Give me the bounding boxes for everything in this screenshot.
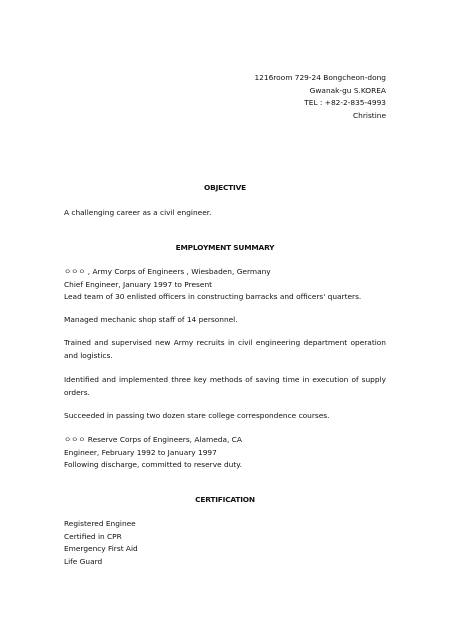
job1-duty: Lead team of 30 enlisted officers in constructing barracks and officers' quarters. (64, 292, 362, 301)
address-street: 1216room 729-24 Bongcheon-dong (254, 73, 386, 82)
certification-item: Life Guard (64, 556, 103, 566)
employment-paragraph-3: Identified and implemented three key methods of saving time in execution of supply orders. (64, 375, 386, 397)
certification-item: Registered Enginee (64, 519, 136, 528)
contact-address-block (254, 72, 386, 122)
employment-paragraph-4: Succeeded in passing two dozen stare college correspondence courses. (64, 411, 330, 420)
job1-block (64, 266, 361, 304)
address-phone: TEL : +82-2-835-4993 (304, 98, 386, 107)
job2-block (64, 434, 242, 472)
job2-title: Engineer, February 1992 to January 1997 (64, 447, 217, 457)
employment-heading: EMPLOYMENT SUMMARY (175, 243, 275, 252)
job2-employer: ㅇㅇㅇ Reserve Corps of Engineers, Alameda, CA (64, 435, 242, 444)
address-name: Christine (353, 110, 386, 120)
certification-item: Emergency First Aid (64, 544, 138, 553)
address-district: Gwanak-gu S.KOREA (309, 85, 386, 95)
job2-duty: Following discharge, committed to reserve duty. (64, 460, 242, 469)
objective-text: A challenging career as a civil engineer. (64, 208, 212, 217)
objective-heading: OBJECTIVE (204, 183, 246, 192)
job1-title: Chief Engineer, January 1997 to Present (64, 279, 213, 289)
certification-item: Certified in CPR (64, 531, 122, 541)
employment-paragraph-2: Trained and supervised new Army recruits in civil engineering department operation and logistics. (64, 338, 386, 360)
certification-list (64, 518, 138, 568)
certification-heading: CERTIFICATION (195, 495, 255, 504)
employment-paragraph-1: Managed mechanic shop staff of 14 personnel. (64, 315, 238, 324)
job1-employer: ㅇㅇㅇ , Army Corps of Engineers , Wiesbaden, Germany (64, 267, 271, 276)
